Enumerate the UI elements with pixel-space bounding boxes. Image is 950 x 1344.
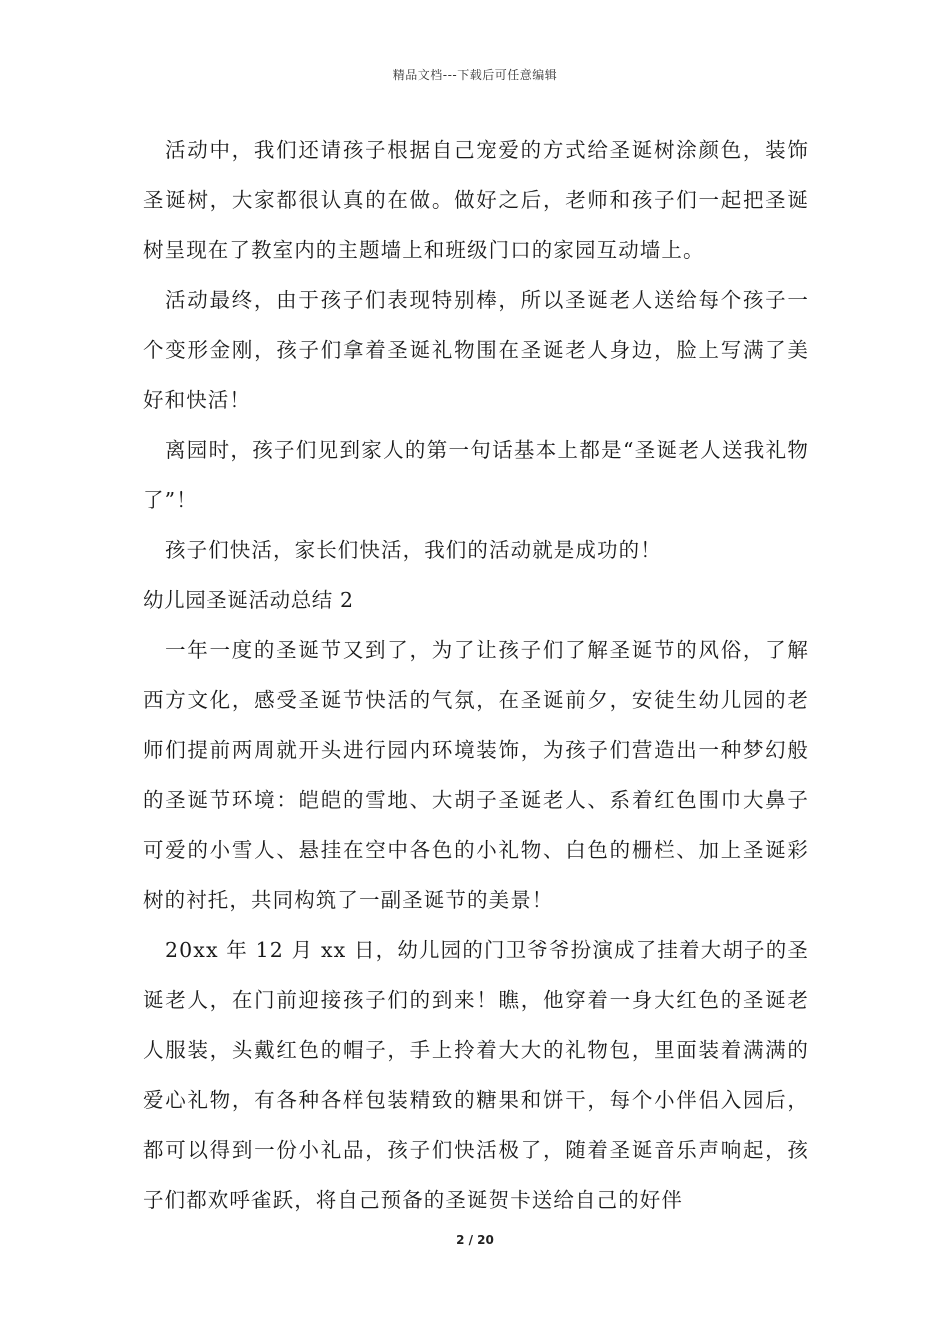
paragraph: 活动中，我们还请孩子根据自己宠爱的方式给圣诞树涂颜色，装饰圣诞树，大家都很认真的在做。做好之后，老师和孩子们一起把圣诞树呈现在了教室内的主题墙上和班级门口的家园互动墙上。 bbox=[143, 138, 809, 262]
paragraph: 一年一度的圣诞节又到了，为了让孩子们了解圣诞节的风俗，了解西方文化，感受圣诞节快活的气氛，在圣诞前夕，安徒生幼儿园的老师们提前两周就开头进行园内环境装饰，为孩子们营造出一种梦幻般的圣诞节环境：皑皑的雪地、大胡子圣诞老人、系着红色围巾大鼻子可爱的小雪人、悬挂在空中各色的小礼物、白色的栅栏、加上圣诞彩树的衬托，共同构筑了一副圣诞节的美景！ bbox=[143, 638, 809, 912]
page-header: 精品文档---下载后可任意编辑 bbox=[392, 68, 558, 82]
document-body bbox=[143, 125, 809, 1225]
section-title: 幼儿园圣诞活动总结 2 bbox=[143, 588, 354, 612]
page-number: 2 / 20 bbox=[456, 1233, 494, 1247]
paragraph: 离园时，孩子们见到家人的第一句话基本上都是“圣诞老人送我礼物了”！ bbox=[143, 438, 809, 512]
paragraph: 20xx 年 12 月 xx 日，幼儿园的门卫爷爷扮演成了挂着大胡子的圣诞老人，在门前迎接孩子们的到来！瞧，他穿着一身大红色的圣诞老人服装，头戴红色的帽子，手上拎着大大的礼物包，里面装着满满的爱心礼物，有各种各样包装精致的糖果和饼干，每个小伴侣入园后，都可以得到一份小礼品，孩子们快活极了，随着圣诞音乐声响起，孩子们都欢呼雀跃，将自己预备的圣诞贺卡送给自己的好伴 bbox=[143, 938, 809, 1212]
paragraph: 活动最终，由于孩子们表现特别棒，所以圣诞老人送给每个孩子一个变形金刚，孩子们拿着圣诞礼物围在圣诞老人身边，脸上写满了美好和快活！ bbox=[143, 288, 809, 412]
paragraph: 孩子们快活，家长们快活，我们的活动就是成功的！ bbox=[165, 538, 662, 562]
